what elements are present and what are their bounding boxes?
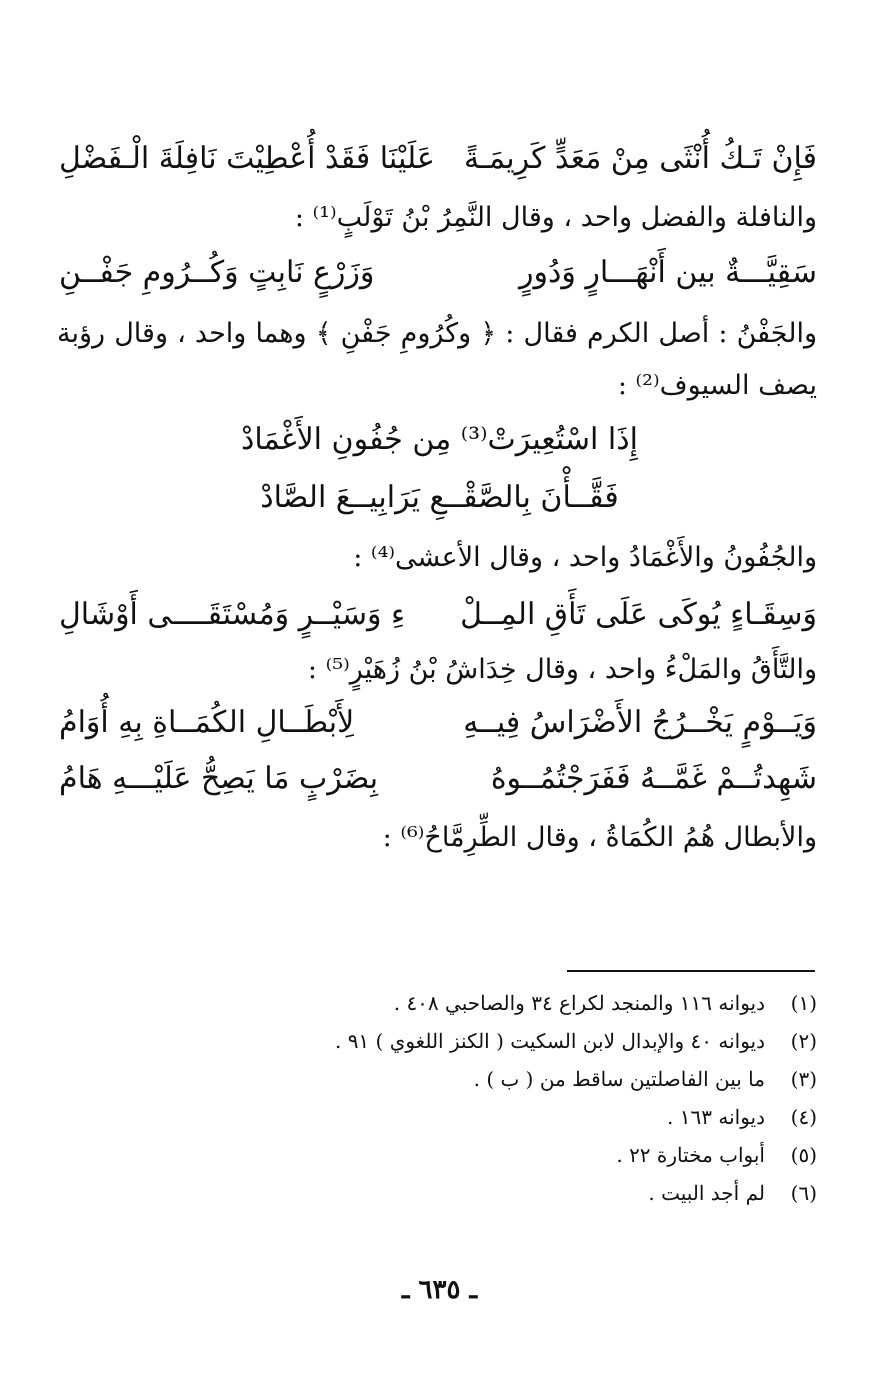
prose-line-3: والجُفُونُ والأَغْمَادُ واحد ، وقال الأعشى⁽⁴⁾ : <box>353 542 817 573</box>
rajaz-line-2: فَقَّــأْنَ بِالصَّقْــعِ يَرَابِيــعَ الصَّادْ <box>260 480 619 515</box>
prose-line-1: والنافلة والفضل واحد ، وقال النَّمِرُ بْنُ تَوْلَبٍ⁽¹⁾ : <box>294 202 817 233</box>
footnote-number: (٦) <box>790 1181 817 1205</box>
footnote-number: (١) <box>790 991 817 1015</box>
prose-line-2: والجَفْنُ : أصل الكرم فقال : ﴿ وكُرُومِ جَفْنِ ﴾ وهما واحد ، وقال رؤبة يصف السيوف⁽²⁾ : <box>57 318 817 401</box>
page-number: ـ ٦٣٥ ـ <box>401 1275 478 1305</box>
footnote-text: ما بين الفاصلتين ساقط من ( ب ) . <box>473 1067 765 1091</box>
footnote-text: ديوانه ١٦٣ . <box>667 1105 765 1129</box>
footnote-text: أبواب مختارة ٢٢ . <box>616 1143 765 1167</box>
footnote <box>317 1060 817 1098</box>
verse-line-5 <box>59 696 817 748</box>
footnote-text: لم أجد البيت . <box>648 1181 765 1205</box>
footnote-number: (٣) <box>790 1067 817 1091</box>
footnote <box>317 1136 817 1174</box>
rajaz-line-1: إِذَا اسْتُعِيرَتْ⁽³⁾ مِن جُفُونِ الأَغْمَادْ <box>241 422 638 457</box>
verse-line-1 <box>59 132 817 184</box>
footnote <box>317 984 817 1022</box>
verse-6-first-hemistich: شَهِدتُــمْ غَمَّــهُ فَفَرَجْتُمُــوهُ <box>490 760 817 796</box>
verse-4-second-hemistich: ءِ وَسَيْــرٍ وَمُسْتَقَــــى أَوْشَالِ <box>59 596 406 632</box>
footnote <box>317 1098 817 1136</box>
verse-5-second-hemistich: لِأَبْطَــالِ الكُمَــاةِ بِهِ أُوَامُ <box>59 704 355 740</box>
footnote-text: ديوانه ١١٦ والمنجد لكراع ٣٤ والصاحبي ٤٠٨ . <box>393 991 765 1015</box>
footnote-number: (٤) <box>790 1105 817 1129</box>
footnote <box>317 1174 817 1212</box>
verse-5-first-hemistich: وَيَــوْمٍ يَخْــرُجُ الأَضْرَاسُ فِيــهِ <box>463 704 817 740</box>
verse-1-first-hemistich: فَإِنْ تَـكُ أُنْثَى مِنْ مَعَدٍّ كَرِيمَـةً <box>464 140 817 176</box>
verse-line-4 <box>59 588 817 640</box>
verse-2-second-hemistich: وَزَرْعٍ نَابِتٍ وَكُــرُومِ جَفْــنِ <box>59 254 375 290</box>
footnote-text: ديوانه ٤٠ والإبدال لابن السكيت ( الكنز اللغوي ) ٩١ . <box>334 1029 765 1053</box>
footnotes <box>317 984 817 1212</box>
prose-line-4: والتَّأَقُ والمَلْءُ واحد ، وقال خِدَاشُ بْنُ زُهَيْرٍ⁽⁵⁾ : <box>307 654 817 685</box>
verse-1-second-hemistich: عَلَيْنَا فَقَدْ أُعْطِيْتَ نَافِلَةَ الْـفَضْلِ <box>59 140 435 176</box>
footnote-number: (٢) <box>790 1029 817 1053</box>
footnote-number: (٥) <box>790 1143 817 1167</box>
verse-line-2 <box>59 246 817 298</box>
verse-4-first-hemistich: وَسِقَـاءٍ يُوكَى عَلَى تَأَقِ المِــلْ <box>460 596 817 632</box>
footnote-divider <box>567 970 815 972</box>
verse-line-6 <box>59 752 817 804</box>
prose-line-5: والأبطال هُمُ الكُمَاةُ ، وقال الطِّرِمَّاحُ⁽⁶⁾ : <box>382 822 817 853</box>
footnote <box>317 1022 817 1060</box>
verse-6-second-hemistich: بِضَرْبٍ مَا يَصِحُّ عَلَيْـــهِ هَامُ <box>59 760 379 796</box>
verse-2-first-hemistich: سَقِيَّـــةٌ بين أَنْهَـــارٍ وَدُورٍ <box>519 254 817 290</box>
